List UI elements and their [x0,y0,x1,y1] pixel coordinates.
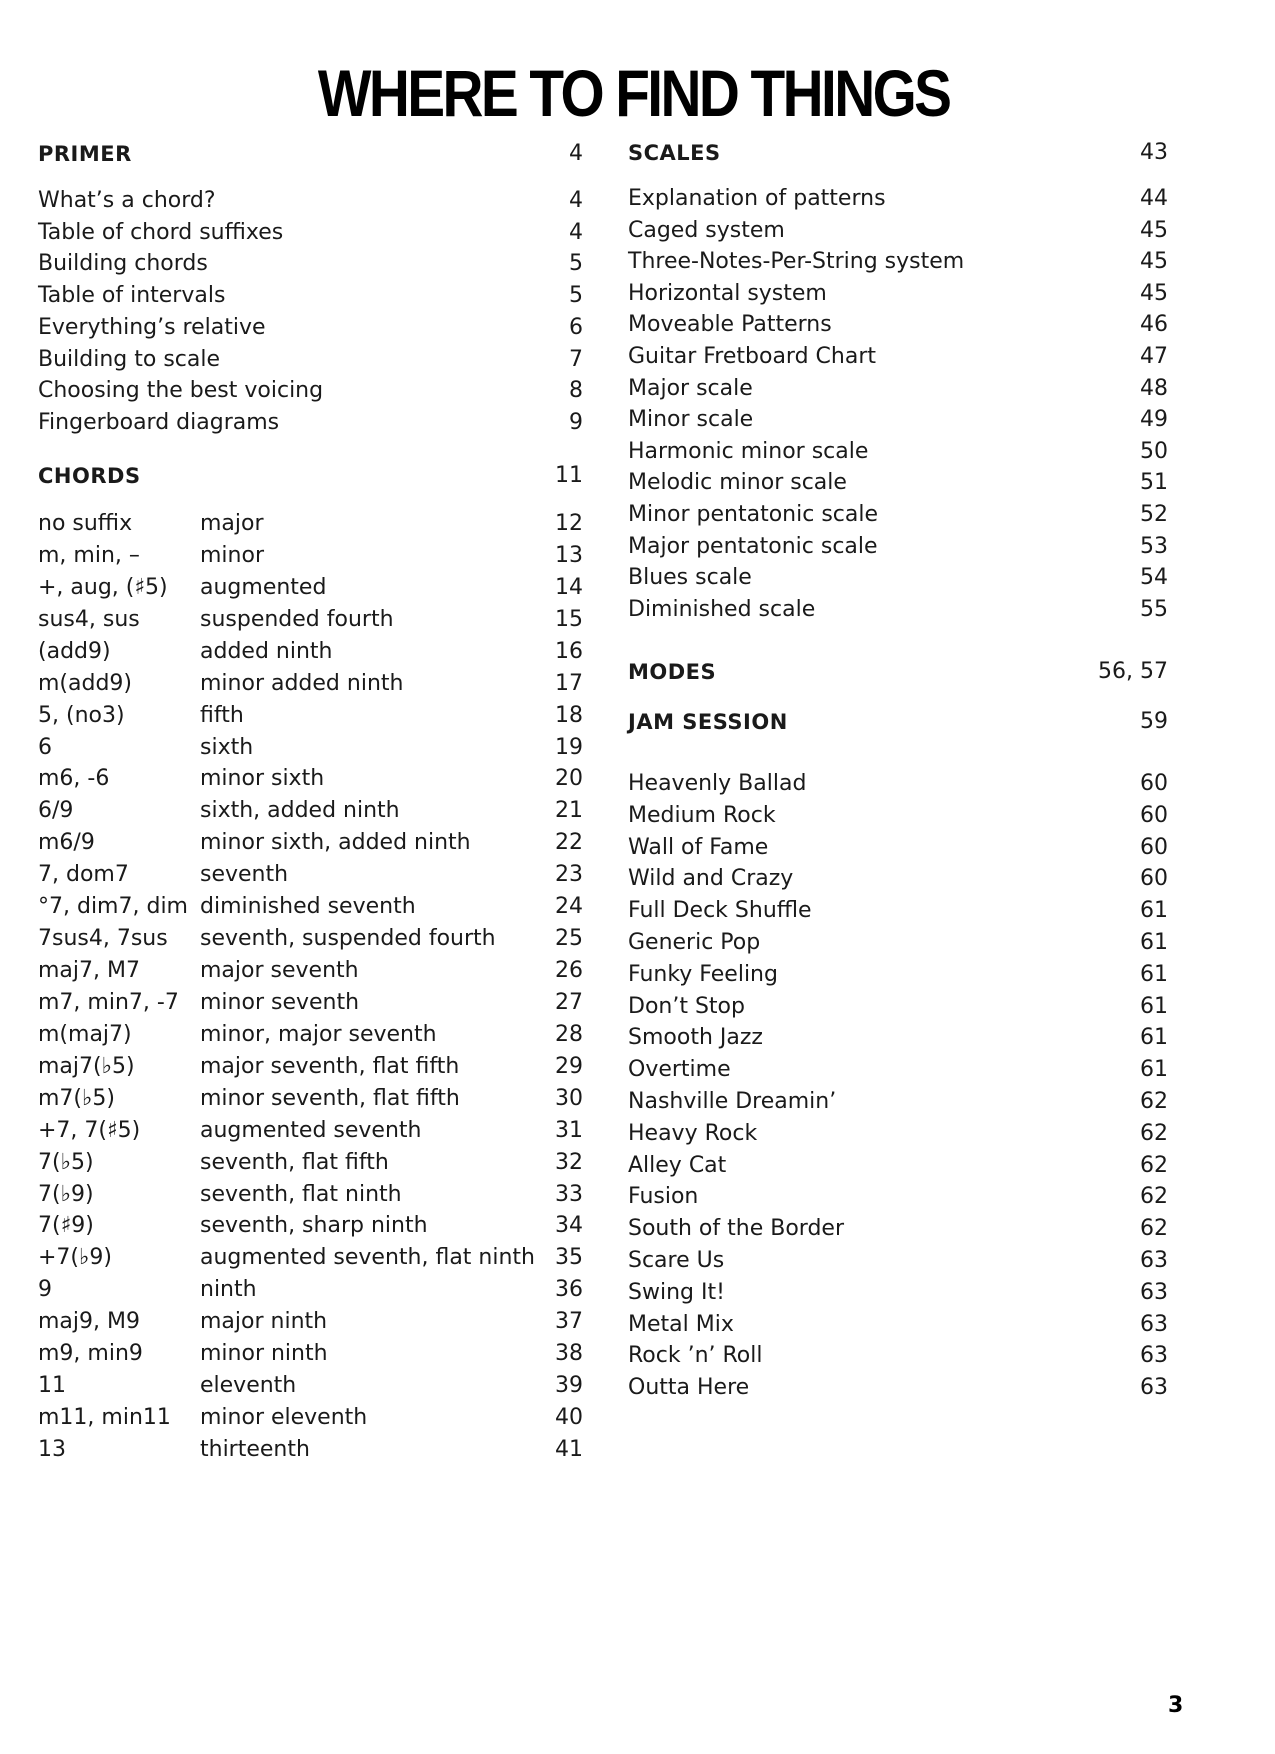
toc-entry[interactable] [628,592,1168,628]
entry-label: South of the Border [628,1216,844,1241]
chord-meaning: major [200,511,264,536]
entry-page: 63 [1140,1280,1168,1305]
chord-page: 16 [555,639,583,664]
toc-entry[interactable] [628,1084,1168,1120]
entry-label: Building chords [38,251,208,276]
entry-page: 44 [1140,186,1168,211]
entry-page: 62 [1140,1121,1168,1146]
entry-page: 61 [1140,930,1168,955]
entry-page: 45 [1140,218,1168,243]
chord-suffix: 7(♭9) [38,1182,94,1207]
chord-suffix: m7, min7, -7 [38,990,179,1015]
entry-label: Smooth Jazz [628,1025,763,1050]
entry-label: Harmonic minor scale [628,439,869,464]
chord-meaning: minor seventh, flat fifth [200,1086,460,1111]
chord-meaning: minor seventh [200,990,360,1015]
chord-page: 23 [555,862,583,887]
entry-page: 45 [1140,249,1168,274]
entry-label: Metal Mix [628,1312,734,1337]
chord-meaning: added ninth [200,639,333,664]
entry-label: Table of intervals [38,283,226,308]
toc-entry[interactable] [628,1052,1168,1088]
chord-suffix: 6/9 [38,798,74,823]
toc-entry[interactable] [628,244,1168,280]
chord-row[interactable] [38,857,583,893]
chord-row[interactable] [38,1272,583,1308]
entry-label: Major scale [628,376,753,401]
chord-suffix: no suffix [38,511,133,536]
chord-row[interactable] [38,1081,583,1117]
heading-label: JAM SESSION [628,710,788,734]
chord-page: 38 [555,1341,583,1366]
entry-label: Full Deck Shuffle [628,898,812,923]
entry-label: Three-Notes-Per-String system [628,249,965,274]
entry-page: 63 [1140,1312,1168,1337]
entry-label: Building to scale [38,347,221,372]
chord-page: 40 [555,1405,583,1430]
heading-page: 43 [1140,140,1168,165]
entry-page: 5 [569,251,583,276]
entry-page: 60 [1140,835,1168,860]
toc-heading-primer[interactable] [38,136,583,172]
chord-meaning: seventh, sharp ninth [200,1213,428,1238]
page-title: WHERE TO FIND THINGS [317,56,950,130]
entry-page: 55 [1140,597,1168,622]
entry-label: Generic Pop [628,930,761,955]
chord-page: 28 [555,1022,583,1047]
entry-page: 62 [1140,1184,1168,1209]
chord-suffix: m6, -6 [38,766,110,791]
chord-suffix: m11, min11 [38,1405,171,1430]
entry-label: Choosing the best voicing [38,378,324,403]
entry-page: 54 [1140,565,1168,590]
toc-entry[interactable] [38,310,583,346]
chord-meaning: thirteenth [200,1437,310,1462]
chord-suffix: m9, min9 [38,1341,143,1366]
entry-label: Guitar Fretboard Chart [628,344,877,369]
chord-page: 26 [555,958,583,983]
entry-page: 46 [1140,312,1168,337]
toc-entry[interactable] [38,246,583,282]
entry-page: 47 [1140,344,1168,369]
chord-row[interactable] [38,666,583,702]
entry-label: Fingerboard diagrams [38,410,280,435]
chord-page: 22 [555,830,583,855]
toc-entry[interactable] [628,560,1168,596]
chord-suffix: m7(♭5) [38,1086,115,1111]
chord-suffix: m(add9) [38,671,133,696]
toc-entry[interactable] [628,1020,1168,1056]
chord-row[interactable] [38,1049,583,1085]
toc-entry[interactable] [628,1370,1168,1406]
chord-row[interactable] [38,602,583,638]
entry-page: 61 [1140,1057,1168,1082]
chord-row[interactable] [38,1336,583,1372]
entry-label: Heavy Rock [628,1121,758,1146]
entry-label: Moveable Patterns [628,312,832,337]
chord-row[interactable] [38,953,583,989]
entry-page: 52 [1140,502,1168,527]
chord-meaning: seventh [200,862,289,887]
entry-page: 4 [569,220,583,245]
entry-page: 60 [1140,866,1168,891]
chord-page: 25 [555,926,583,951]
chord-page: 35 [555,1245,583,1270]
chord-suffix: maj7, M7 [38,958,140,983]
chord-row[interactable] [38,921,583,957]
chord-row[interactable] [38,1240,583,1276]
chord-row[interactable] [38,1432,583,1468]
chord-row[interactable] [38,1113,583,1149]
heading-label: MODES [628,660,717,684]
entry-page: 62 [1140,1216,1168,1241]
entry-page: 50 [1140,439,1168,464]
heading-page: 59 [1140,709,1168,734]
chord-meaning: diminished seventh [200,894,416,919]
toc-entry[interactable] [38,405,583,441]
chord-meaning: major seventh, flat fifth [200,1054,460,1079]
entry-page: 53 [1140,534,1168,559]
entry-page: 61 [1140,1025,1168,1050]
chord-row[interactable] [38,1304,583,1340]
chord-meaning: major seventh [200,958,359,983]
entry-label: Table of chord suffixes [38,220,284,245]
chord-row[interactable] [38,1017,583,1053]
entry-page: 7 [569,347,583,372]
chord-suffix: 9 [38,1277,52,1302]
chord-meaning: seventh, flat ninth [200,1182,402,1207]
chord-meaning: augmented [200,575,327,600]
chord-meaning: minor sixth, added ninth [200,830,471,855]
entry-label: Major pentatonic scale [628,534,878,559]
toc-entry[interactable] [628,1243,1168,1279]
chord-page: 17 [555,671,583,696]
chord-suffix: 7(♭5) [38,1150,94,1175]
chord-row[interactable] [38,698,583,734]
chord-row[interactable] [38,793,583,829]
entry-page: 49 [1140,407,1168,432]
chord-page: 15 [555,607,583,632]
chord-meaning: suspended fourth [200,607,394,632]
toc-heading-modes[interactable] [628,654,1168,690]
chord-meaning: sixth [200,735,254,760]
entry-page: 63 [1140,1343,1168,1368]
heading-page: 56, 57 [1098,659,1168,684]
chord-suffix: +7, 7(♯5) [38,1118,141,1143]
chord-suffix: maj7(♭5) [38,1054,135,1079]
entry-label: Minor pentatonic scale [628,502,879,527]
chord-suffix: °7, dim7, dim [38,894,188,919]
toc-entry[interactable] [628,181,1168,217]
chord-page: 33 [555,1182,583,1207]
toc-entry[interactable] [628,957,1168,993]
entry-label: Melodic minor scale [628,470,847,495]
entry-label: Caged system [628,218,785,243]
entry-label: Wild and Crazy [628,866,794,891]
chord-suffix: 7, dom7 [38,862,129,887]
entry-page: 61 [1140,994,1168,1019]
toc-heading-scales[interactable] [628,135,1168,171]
toc-entry[interactable] [628,798,1168,834]
entry-page: 61 [1140,962,1168,987]
chord-page: 30 [555,1086,583,1111]
chord-suffix: 11 [38,1373,66,1398]
chord-row[interactable] [38,538,583,574]
heading-label: PRIMER [38,142,132,166]
chord-page: 36 [555,1277,583,1302]
heading-page: 4 [569,141,583,166]
entry-label: Outta Here [628,1375,750,1400]
toc-heading-chords[interactable] [38,458,583,494]
entry-label: Funky Feeling [628,962,778,987]
chord-suffix: maj9, M9 [38,1309,140,1334]
chord-page: 34 [555,1213,583,1238]
chord-meaning: minor, major seventh [200,1022,437,1047]
chord-meaning: eleventh [200,1373,297,1398]
chord-row[interactable] [38,825,583,861]
entry-page: 61 [1140,898,1168,923]
entry-label: Diminished scale [628,597,816,622]
chord-row[interactable] [38,1368,583,1404]
chord-meaning: seventh, flat fifth [200,1150,389,1175]
entry-page: 4 [569,188,583,213]
chord-row[interactable] [38,634,583,670]
chord-suffix: +, aug, (♯5) [38,575,168,600]
heading-page: 11 [555,463,583,488]
chord-meaning: minor added ninth [200,671,404,696]
entry-page: 48 [1140,376,1168,401]
toc-entry[interactable] [38,278,583,314]
toc-entry[interactable] [628,402,1168,438]
chord-suffix: m(maj7) [38,1022,132,1047]
chord-meaning: minor [200,543,264,568]
toc-entry[interactable] [628,1179,1168,1215]
chord-page: 27 [555,990,583,1015]
toc-heading-jam-session[interactable] [628,704,1168,740]
entry-label: Minor scale [628,407,754,432]
entry-label: Explanation of patterns [628,186,886,211]
entry-label: Don’t Stop [628,994,745,1019]
entry-label: Fusion [628,1184,699,1209]
toc-entry[interactable] [628,925,1168,961]
chord-row[interactable] [38,761,583,797]
chord-page: 41 [555,1437,583,1462]
entry-page: 5 [569,283,583,308]
chord-page: 24 [555,894,583,919]
entry-page: 60 [1140,771,1168,796]
entry-page: 45 [1140,281,1168,306]
chord-row[interactable] [38,889,583,925]
chord-row[interactable] [38,1400,583,1436]
toc-entry[interactable] [628,766,1168,802]
chord-suffix: m, min, – [38,543,140,568]
chord-suffix: sus4, sus [38,607,140,632]
chord-meaning: fifth [200,703,244,728]
chord-meaning: minor eleventh [200,1405,368,1430]
chord-page: 39 [555,1373,583,1398]
entry-page: 51 [1140,470,1168,495]
entry-label: Nashville Dreamin’ [628,1089,837,1114]
entry-label: Everything’s relative [38,315,266,340]
toc-entry[interactable] [628,465,1168,501]
toc-entry[interactable] [628,307,1168,343]
chord-row[interactable] [38,1208,583,1244]
chord-page: 12 [555,511,583,536]
entry-label: Wall of Fame [628,835,769,860]
entry-label: Swing It! [628,1280,725,1305]
chord-row[interactable] [38,985,583,1021]
heading-label: SCALES [628,141,721,165]
chord-meaning: major ninth [200,1309,328,1334]
toc-entry[interactable] [38,183,583,219]
chord-suffix: 7sus4, 7sus [38,926,168,951]
chord-suffix: 7(♯9) [38,1213,94,1238]
chord-page: 19 [555,735,583,760]
chord-meaning: minor ninth [200,1341,328,1366]
entry-label: Rock ’n’ Roll [628,1343,763,1368]
entry-label: Medium Rock [628,803,776,828]
chord-meaning: minor sixth [200,766,325,791]
entry-page: 60 [1140,803,1168,828]
toc-entry[interactable] [628,1116,1168,1152]
chord-page: 31 [555,1118,583,1143]
entry-page: 6 [569,315,583,340]
entry-page: 8 [569,378,583,403]
entry-label: What’s a chord? [38,188,216,213]
chord-meaning: ninth [200,1277,257,1302]
toc-entry[interactable] [628,861,1168,897]
chord-page: 21 [555,798,583,823]
toc-entry[interactable] [628,893,1168,929]
chord-page: 13 [555,543,583,568]
entry-label: Alley Cat [628,1153,727,1178]
chord-suffix: 6 [38,735,52,760]
entry-label: Overtime [628,1057,731,1082]
chord-page: 32 [555,1150,583,1175]
entry-label: Heavenly Ballad [628,771,807,796]
chord-suffix: 5, (no3) [38,703,125,728]
chord-suffix: 13 [38,1437,66,1462]
chord-meaning: seventh, suspended fourth [200,926,496,951]
toc-entry[interactable] [628,497,1168,533]
chord-meaning: sixth, added ninth [200,798,400,823]
entry-page: 63 [1140,1248,1168,1273]
toc-entry[interactable] [628,339,1168,375]
entry-page: 9 [569,410,583,435]
entry-page: 63 [1140,1375,1168,1400]
chord-meaning: augmented seventh [200,1118,422,1143]
chord-suffix: m6/9 [38,830,95,855]
chord-suffix: (add9) [38,639,111,664]
chord-row[interactable] [38,1145,583,1181]
toc-entry[interactable] [628,1275,1168,1311]
chord-page: 14 [555,575,583,600]
entry-page: 62 [1140,1153,1168,1178]
chord-meaning: augmented seventh, flat ninth [200,1245,535,1270]
chord-page: 18 [555,703,583,728]
entry-label: Horizontal system [628,281,827,306]
toc-entry[interactable] [38,373,583,409]
page-number: 3 [1168,1693,1184,1718]
chord-page: 37 [555,1309,583,1334]
toc-entry[interactable] [628,1338,1168,1374]
entry-page: 62 [1140,1089,1168,1114]
heading-label: CHORDS [38,464,141,488]
chord-row[interactable] [38,506,583,542]
toc-entry[interactable] [628,1211,1168,1247]
entry-label: Scare Us [628,1248,725,1273]
entry-label: Blues scale [628,565,752,590]
chord-suffix: +7(♭9) [38,1245,112,1270]
chord-page: 20 [555,766,583,791]
chord-row[interactable] [38,570,583,606]
chord-page: 29 [555,1054,583,1079]
